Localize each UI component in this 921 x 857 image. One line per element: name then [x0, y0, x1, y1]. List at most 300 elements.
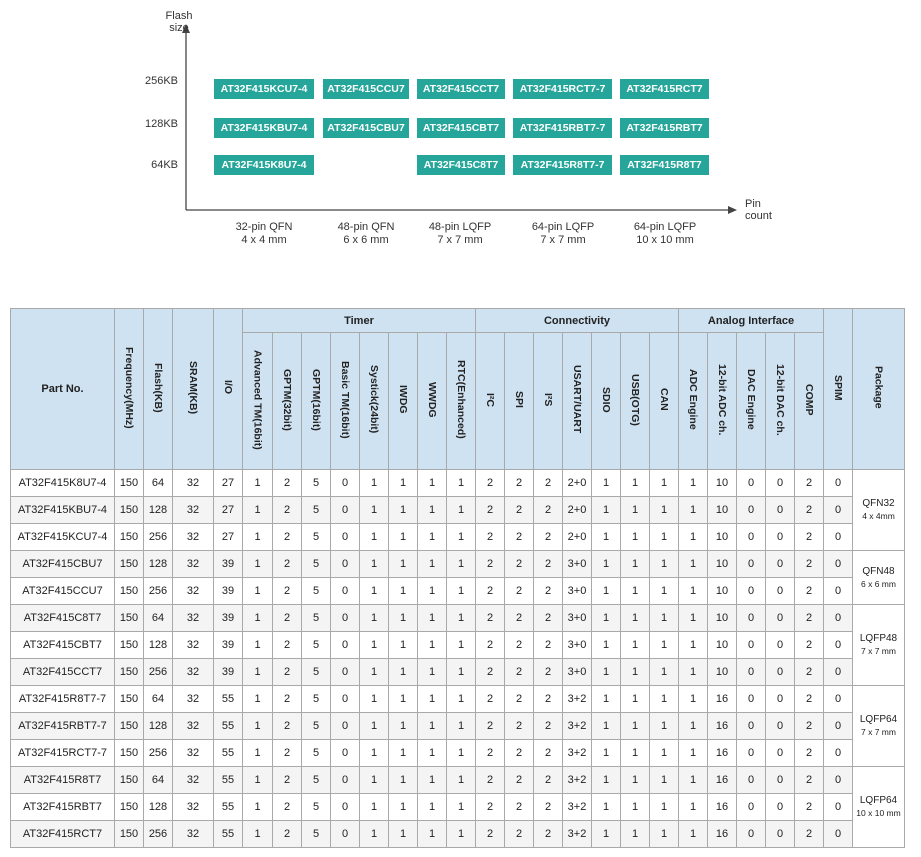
- cell-rtc: 1: [447, 551, 476, 578]
- chip-r8t7[interactable]: AT32F415R8T7: [620, 155, 709, 175]
- header-dac-engine: [737, 333, 766, 470]
- feature-table-body: [11, 470, 905, 848]
- table-row: [11, 740, 905, 767]
- cell-adcc: 16: [708, 713, 737, 740]
- cell-spim: 0: [824, 605, 853, 632]
- cell-btm: 0: [331, 605, 360, 632]
- cell-adcc: 10: [708, 497, 737, 524]
- cell-usart: 3+2: [563, 740, 592, 767]
- cell-adv: 1: [243, 497, 273, 524]
- header-i2c-text: I²C: [484, 392, 496, 407]
- chip-ccu7[interactable]: AT32F415CCU7: [323, 79, 409, 99]
- cell-sdio: 1: [592, 632, 621, 659]
- cell-g16: 5: [302, 659, 331, 686]
- header-spim-text: SPIM: [832, 374, 844, 401]
- table-row: [11, 794, 905, 821]
- cell-usb: 1: [621, 740, 650, 767]
- header-gptm16: [302, 333, 331, 470]
- cell-btm: 0: [331, 524, 360, 551]
- cell-sram: 32: [173, 524, 214, 551]
- header-comp: [795, 333, 824, 470]
- cell-adcc: 10: [708, 605, 737, 632]
- cell-adce: 1: [679, 578, 708, 605]
- cell-adcc: 16: [708, 767, 737, 794]
- cell-dace: 0: [737, 551, 766, 578]
- cell-adv: 1: [243, 524, 273, 551]
- cell-io: 39: [214, 605, 243, 632]
- header-iwdg: [389, 333, 418, 470]
- cell-spi: 2: [505, 740, 534, 767]
- cell-wwdg: 1: [418, 821, 447, 848]
- cell-comp: 2: [795, 497, 824, 524]
- flash-level-64: 64KB: [151, 159, 178, 171]
- header-i2c: [476, 333, 505, 470]
- cell-rtc: 1: [447, 794, 476, 821]
- cell-iwdg: 1: [389, 821, 418, 848]
- table-row: [11, 686, 905, 713]
- cell-i2s: 2: [534, 470, 563, 497]
- cell-io: 39: [214, 578, 243, 605]
- cell-spi: 2: [505, 713, 534, 740]
- chip-rct7[interactable]: AT32F415RCT7: [620, 79, 709, 99]
- cell-iwdg: 1: [389, 659, 418, 686]
- cell-usart: 3+2: [563, 686, 592, 713]
- header-adc-engine-text: ADC Engine: [687, 369, 699, 430]
- cell-can: 1: [650, 470, 679, 497]
- cell-can: 1: [650, 740, 679, 767]
- cell-iwdg: 1: [389, 740, 418, 767]
- cell-iwdg: 1: [389, 767, 418, 794]
- cell-adcc: 16: [708, 740, 737, 767]
- cell-i2c: 2: [476, 524, 505, 551]
- cell-i2s: 2: [534, 821, 563, 848]
- cell-flash: 64: [144, 686, 173, 713]
- cell-i2s: 2: [534, 551, 563, 578]
- cell-adce: 1: [679, 524, 708, 551]
- cell-i2c: 2: [476, 767, 505, 794]
- cell-sdio: 1: [592, 686, 621, 713]
- cell-part: AT32F415CCU7: [11, 578, 115, 605]
- y-axis-title-line1: Flash: [165, 10, 193, 22]
- cell-rtc: 1: [447, 659, 476, 686]
- cell-adv: 1: [243, 794, 273, 821]
- cell-freq: 150: [115, 659, 144, 686]
- header-can: [650, 333, 679, 470]
- cell-freq: 150: [115, 551, 144, 578]
- header-basic-tm: [331, 333, 360, 470]
- cell-btm: 0: [331, 551, 360, 578]
- header-dac-engine-text: DAC Engine: [745, 369, 757, 430]
- cell-g32: 2: [273, 632, 302, 659]
- cell-rtc: 1: [447, 686, 476, 713]
- cell-sys: 1: [360, 740, 389, 767]
- cell-g16: 5: [302, 740, 331, 767]
- cell-g16: 5: [302, 605, 331, 632]
- cell-dacc: 0: [766, 632, 795, 659]
- cell-sram: 32: [173, 470, 214, 497]
- cell-btm: 0: [331, 659, 360, 686]
- pkg-label-line2: 10 x 10 mm: [636, 234, 694, 246]
- pkg-label-line1: 64-pin LQFP: [633, 221, 697, 233]
- cell-i2s: 2: [534, 767, 563, 794]
- cell-i2c: 2: [476, 821, 505, 848]
- package-size: 4 x 4mm: [862, 511, 895, 521]
- cell-comp: 2: [795, 578, 824, 605]
- cell-sram: 32: [173, 686, 214, 713]
- cell-wwdg: 1: [418, 551, 447, 578]
- cell-part: AT32F415KCU7-4: [11, 524, 115, 551]
- cell-dace: 0: [737, 605, 766, 632]
- cell-usb: 1: [621, 659, 650, 686]
- header-adv-tm: [243, 333, 273, 470]
- chip-cct7[interactable]: AT32F415CCT7: [417, 79, 505, 99]
- cell-sram: 32: [173, 551, 214, 578]
- cell-adce: 1: [679, 740, 708, 767]
- cell-part: AT32F415RBT7-7: [11, 713, 115, 740]
- cell-can: 1: [650, 686, 679, 713]
- cell-part: AT32F415RBT7: [11, 794, 115, 821]
- cell-i2s: 2: [534, 632, 563, 659]
- cell-wwdg: 1: [418, 632, 447, 659]
- header-spim: [824, 309, 853, 470]
- cell-g32: 2: [273, 767, 302, 794]
- cell-dace: 0: [737, 713, 766, 740]
- cell-usb: 1: [621, 578, 650, 605]
- cell-usart: 3+0: [563, 659, 592, 686]
- cell-freq: 150: [115, 524, 144, 551]
- table-row: [11, 659, 905, 686]
- pkg-label-qfn32: [209, 221, 319, 247]
- cell-i2c: 2: [476, 713, 505, 740]
- cell-sram: 32: [173, 713, 214, 740]
- cell-spim: 0: [824, 551, 853, 578]
- cell-wwdg: 1: [418, 767, 447, 794]
- cell-adv: 1: [243, 470, 273, 497]
- cell-btm: 0: [331, 794, 360, 821]
- cell-g32: 2: [273, 605, 302, 632]
- cell-wwdg: 1: [418, 605, 447, 632]
- cell-flash: 64: [144, 470, 173, 497]
- cell-io: 39: [214, 551, 243, 578]
- pkg-label-lqfp48: [405, 221, 515, 247]
- header-i2s: [534, 333, 563, 470]
- cell-adce: 1: [679, 659, 708, 686]
- cell-adce: 1: [679, 551, 708, 578]
- x-axis-title-line1: Pin: [745, 198, 761, 210]
- cell-sys: 1: [360, 686, 389, 713]
- cell-g32: 2: [273, 659, 302, 686]
- cell-spi: 2: [505, 605, 534, 632]
- cell-spim: 0: [824, 686, 853, 713]
- cell-btm: 0: [331, 578, 360, 605]
- cell-adce: 1: [679, 794, 708, 821]
- cell-usb: 1: [621, 821, 650, 848]
- header-part-no: Part No.: [11, 309, 115, 470]
- cell-g16: 5: [302, 794, 331, 821]
- pkg-label-lqfp64-10: [610, 221, 720, 247]
- cell-flash: 256: [144, 578, 173, 605]
- cell-usart: 3+0: [563, 551, 592, 578]
- cell-usart: 3+0: [563, 578, 592, 605]
- cell-adv: 1: [243, 686, 273, 713]
- cell-g32: 2: [273, 686, 302, 713]
- cell-adv: 1: [243, 659, 273, 686]
- cell-wwdg: 1: [418, 497, 447, 524]
- chip-k8u7-4[interactable]: AT32F415K8U7-4: [214, 155, 314, 175]
- cell-sdio: 1: [592, 767, 621, 794]
- cell-can: 1: [650, 821, 679, 848]
- cell-adce: 1: [679, 470, 708, 497]
- cell-sram: 32: [173, 605, 214, 632]
- chip-c8t7[interactable]: AT32F415C8T7: [417, 155, 505, 175]
- package-name: LQFP48: [859, 633, 898, 644]
- cell-btm: 0: [331, 821, 360, 848]
- cell-rtc: 1: [447, 767, 476, 794]
- header-sram: [173, 309, 214, 470]
- cell-comp: 2: [795, 713, 824, 740]
- cell-package: [853, 767, 905, 848]
- cell-freq: 150: [115, 632, 144, 659]
- cell-spim: 0: [824, 659, 853, 686]
- pkg-label-line1: 48-pin QFN: [337, 221, 395, 233]
- cell-io: 27: [214, 497, 243, 524]
- cell-sys: 1: [360, 578, 389, 605]
- chip-rbt7-7[interactable]: AT32F415RBT7-7: [513, 118, 612, 138]
- cell-rtc: 1: [447, 524, 476, 551]
- header-gptm32-text: GPTM(32bit): [281, 368, 293, 431]
- chip-cbt7[interactable]: AT32F415CBT7: [417, 118, 505, 138]
- flash-level-256: 256KB: [144, 75, 178, 87]
- cell-wwdg: 1: [418, 578, 447, 605]
- cell-rtc: 1: [447, 605, 476, 632]
- cell-g16: 5: [302, 821, 331, 848]
- chip-r8t7-7[interactable]: AT32F415R8T7-7: [513, 155, 612, 175]
- cell-flash: 128: [144, 632, 173, 659]
- cell-part: AT32F415RCT7-7: [11, 740, 115, 767]
- header-sram-text: SRAM(KB): [187, 360, 199, 415]
- cell-adce: 1: [679, 821, 708, 848]
- cell-spi: 2: [505, 767, 534, 794]
- cell-usb: 1: [621, 632, 650, 659]
- pkg-label-line1: 48-pin LQFP: [428, 221, 492, 233]
- group-header-timer: Timer: [243, 309, 476, 333]
- cell-rtc: 1: [447, 632, 476, 659]
- cell-dacc: 0: [766, 740, 795, 767]
- header-sdio: [592, 333, 621, 470]
- cell-io: 27: [214, 470, 243, 497]
- cell-adcc: 10: [708, 632, 737, 659]
- cell-part: AT32F415RCT7: [11, 821, 115, 848]
- pkg-label-line2: 4 x 4 mm: [241, 234, 287, 246]
- cell-sys: 1: [360, 470, 389, 497]
- cell-usb: 1: [621, 794, 650, 821]
- cell-freq: 150: [115, 497, 144, 524]
- cell-g16: 5: [302, 578, 331, 605]
- cell-can: 1: [650, 578, 679, 605]
- header-adv-tm-text: Advanced TM(16bit): [251, 349, 264, 450]
- cell-adcc: 10: [708, 551, 737, 578]
- cell-dace: 0: [737, 821, 766, 848]
- cell-can: 1: [650, 524, 679, 551]
- chip-kbu7-4[interactable]: AT32F415KBU7-4: [214, 118, 314, 138]
- header-i2s-text: I²S: [542, 392, 554, 407]
- cell-g16: 5: [302, 767, 331, 794]
- cell-sdio: 1: [592, 740, 621, 767]
- chip-rct7-7[interactable]: AT32F415RCT7-7: [513, 79, 612, 99]
- table-row: [11, 713, 905, 740]
- cell-package: [853, 605, 905, 686]
- header-comp-text: COMP: [803, 383, 815, 416]
- cell-adce: 1: [679, 686, 708, 713]
- chip-cbu7[interactable]: AT32F415CBU7: [323, 118, 409, 138]
- cell-comp: 2: [795, 632, 824, 659]
- cell-iwdg: 1: [389, 578, 418, 605]
- cell-adv: 1: [243, 605, 273, 632]
- cell-can: 1: [650, 767, 679, 794]
- pkg-label-line2: 6 x 6 mm: [343, 234, 389, 246]
- cell-usart: 3+2: [563, 821, 592, 848]
- cell-freq: 150: [115, 767, 144, 794]
- cell-i2s: 2: [534, 497, 563, 524]
- cell-comp: 2: [795, 659, 824, 686]
- header-wwdg: [418, 333, 447, 470]
- cell-i2c: 2: [476, 551, 505, 578]
- cell-dace: 0: [737, 659, 766, 686]
- cell-package: [853, 686, 905, 767]
- cell-usart: 2+0: [563, 524, 592, 551]
- cell-g32: 2: [273, 551, 302, 578]
- cell-dacc: 0: [766, 794, 795, 821]
- cell-sdio: 1: [592, 713, 621, 740]
- cell-btm: 0: [331, 497, 360, 524]
- header-can-text: CAN: [658, 388, 670, 411]
- part-selection-diagram: [0, 0, 921, 300]
- cell-can: 1: [650, 605, 679, 632]
- cell-usart: 3+2: [563, 713, 592, 740]
- cell-sram: 32: [173, 767, 214, 794]
- header-package-text: Package: [872, 366, 885, 409]
- cell-sdio: 1: [592, 659, 621, 686]
- pkg-label-line2: 7 x 7 mm: [437, 234, 483, 246]
- cell-dace: 0: [737, 767, 766, 794]
- header-flash-text: Flash(KB): [152, 362, 164, 413]
- cell-comp: 2: [795, 686, 824, 713]
- cell-dace: 0: [737, 686, 766, 713]
- cell-i2s: 2: [534, 740, 563, 767]
- header-basic-tm-text: Basic TM(16bit): [339, 360, 351, 439]
- cell-g32: 2: [273, 470, 302, 497]
- table-row: [11, 524, 905, 551]
- package-name: LQFP64: [859, 714, 898, 725]
- x-axis-title-line2: count: [745, 210, 772, 222]
- cell-dacc: 0: [766, 470, 795, 497]
- cell-sdio: 1: [592, 821, 621, 848]
- cell-adcc: 16: [708, 794, 737, 821]
- y-axis-title: [163, 10, 195, 34]
- cell-io: 55: [214, 686, 243, 713]
- cell-dacc: 0: [766, 821, 795, 848]
- cell-g16: 5: [302, 632, 331, 659]
- cell-adce: 1: [679, 497, 708, 524]
- cell-i2s: 2: [534, 686, 563, 713]
- cell-can: 1: [650, 713, 679, 740]
- header-package: [853, 309, 905, 470]
- pkg-label-line1: 64-pin LQFP: [531, 221, 595, 233]
- header-usart: [563, 333, 592, 470]
- cell-flash: 128: [144, 713, 173, 740]
- cell-wwdg: 1: [418, 659, 447, 686]
- cell-i2s: 2: [534, 605, 563, 632]
- cell-adce: 1: [679, 767, 708, 794]
- header-adc-ch-text: 12-bit ADC ch.: [716, 363, 728, 436]
- cell-dace: 0: [737, 632, 766, 659]
- cell-sram: 32: [173, 794, 214, 821]
- package-name: LQFP64: [859, 795, 898, 806]
- cell-g16: 5: [302, 686, 331, 713]
- cell-spim: 0: [824, 713, 853, 740]
- cell-dacc: 0: [766, 551, 795, 578]
- cell-i2c: 2: [476, 659, 505, 686]
- x-axis-arrow: [728, 206, 737, 214]
- cell-io: 55: [214, 794, 243, 821]
- cell-comp: 2: [795, 551, 824, 578]
- cell-iwdg: 1: [389, 470, 418, 497]
- cell-adce: 1: [679, 605, 708, 632]
- cell-i2s: 2: [534, 578, 563, 605]
- cell-btm: 0: [331, 740, 360, 767]
- cell-usart: 3+2: [563, 767, 592, 794]
- cell-iwdg: 1: [389, 632, 418, 659]
- cell-i2s: 2: [534, 659, 563, 686]
- chip-rbt7[interactable]: AT32F415RBT7: [620, 118, 709, 138]
- cell-dacc: 0: [766, 686, 795, 713]
- cell-i2c: 2: [476, 497, 505, 524]
- header-usart-text: USART/UART: [571, 365, 583, 434]
- cell-dacc: 0: [766, 713, 795, 740]
- cell-adv: 1: [243, 578, 273, 605]
- cell-g32: 2: [273, 578, 302, 605]
- cell-io: 55: [214, 767, 243, 794]
- cell-usb: 1: [621, 524, 650, 551]
- cell-usart: 3+0: [563, 632, 592, 659]
- cell-spim: 0: [824, 794, 853, 821]
- cell-sdio: 1: [592, 497, 621, 524]
- chip-kcu7-4[interactable]: AT32F415KCU7-4: [214, 79, 314, 99]
- cell-adv: 1: [243, 551, 273, 578]
- cell-spi: 2: [505, 794, 534, 821]
- cell-can: 1: [650, 551, 679, 578]
- cell-spi: 2: [505, 578, 534, 605]
- cell-wwdg: 1: [418, 686, 447, 713]
- flash-level-128: 128KB: [144, 118, 178, 130]
- cell-adv: 1: [243, 740, 273, 767]
- cell-sram: 32: [173, 821, 214, 848]
- table-row: [11, 767, 905, 794]
- cell-dacc: 0: [766, 497, 795, 524]
- cell-usb: 1: [621, 713, 650, 740]
- cell-sdio: 1: [592, 578, 621, 605]
- cell-io: 39: [214, 659, 243, 686]
- cell-sys: 1: [360, 767, 389, 794]
- cell-rtc: 1: [447, 578, 476, 605]
- cell-sys: 1: [360, 524, 389, 551]
- cell-spi: 2: [505, 659, 534, 686]
- header-sdio-text: SDIO: [600, 386, 612, 413]
- cell-adv: 1: [243, 767, 273, 794]
- cell-sram: 32: [173, 659, 214, 686]
- cell-btm: 0: [331, 767, 360, 794]
- cell-dace: 0: [737, 497, 766, 524]
